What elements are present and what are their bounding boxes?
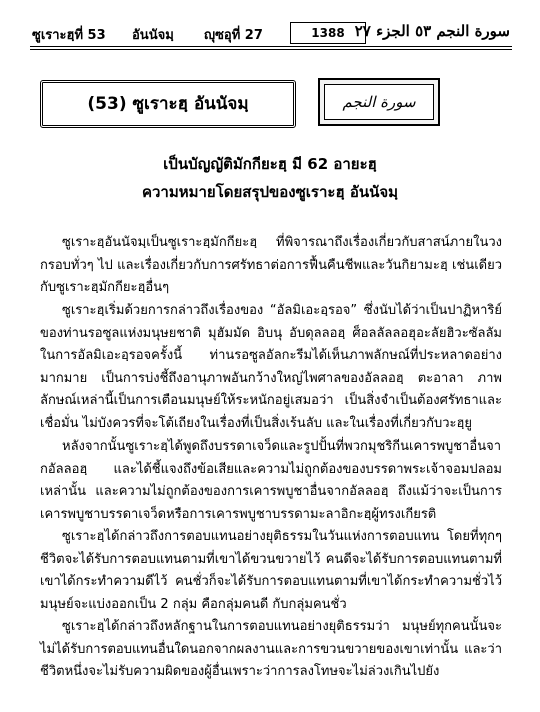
juz-label: ญุซอุที่ 27: [204, 28, 263, 43]
paragraph-2: ซูเราะฮฺเริ่มด้วยการกล่าวถึงเรื่องของ “อัลมิเอะอฺรอจ” ซึ่งนับได้ว่าเป็นปาฏิหาริย์ของท่านรอซูลแห่งมนุษยชาติ มุฮัมมัด อิบนุ อับดุลลอฮฺ ศ็อลลัลลอฮุอะลัยฮิวะซัลลัม ในการอัลมิเอะอฺรอจครั้งนี้ ท่านรอซูลอัลกะรีมได้เห็นภาพลักษณ์ที่ประหลาดอย่างมากมาย เป็นการบ่งชี้ถึงอานุภาพอันกว้างใหญ่ไพศาลของอัลลอฮฺ ตะอาลา ภาพลักษณ์เหล่านี้เป็นการเตือนมนุษย์ให้ระหนักอยู่เสมอว่า เป็นสิ่งจำเป็นต้องศรัทธาและเชื่อมั่น ไม่บังควรที่จะโต้เถียงในเรื่องที่เป็นสิ่งเร้นลับ และในเรื่องที่เกี่ยวกับวะฮฺยู: [40, 303, 502, 431]
intro-line-1: เป็นบัญญัติมักกียะฮฺ มี 62 อายะฮฺ: [163, 155, 377, 173]
header-rule: [30, 46, 512, 47]
intro-line-2: ความหมายโดยสรุปของซูเราะฮฺ อันนัจมฺ: [141, 183, 399, 201]
surah-number-label: ซูเราะฮฺที่ 53: [32, 28, 106, 43]
page-number: 1388: [290, 22, 366, 44]
header-rule-thin: [30, 49, 512, 50]
paragraph-1: ซูเราะฮฺอันนัจมฺเป็นซูเราะฮฺมักกียะฮฺ ที่พิจารณาถึงเรื่องเกี่ยวกับสาสน์ภายในวงกรอบทั่วๆ ไป และเรื่องเกี่ยวกับการศรัทธาต่อการฟื้นคืนชีพและวันกิยามะฮฺ เช่นเดียวกับซูเราะฮฺมักกียะฮฺอื่นๆ: [40, 235, 502, 295]
arabic-heading: سورة النجم ٥٣ الجزء ٢٧: [354, 22, 510, 40]
surah-title: (53) ซูเราะฮฺ อันนัจมฺ: [40, 80, 296, 128]
page-header: [32, 22, 510, 44]
paragraph-3: หลังจากนั้นซูเราะฮฺได้พูดถึงบรรดาเจว็ดและรูปปั้นที่พวกมุชริกีนเคารพบูชาอื่นจากอัลลอฮฺ และได้ชี้แจงถึงข้อเสียและความไม่ถูกต้องของบรรดาพระเจ้าจอมปลอมเหล่านั้น และความไม่ถูกต้องของการเคารพบูชาอื่นจากอัลลอฮฺ ถึงแม้ว่าจะเป็นการเคารพบูชาบรรดาเจว็ดหรือการเคารพบูชาบรรดามะลาอิกะฮฺผู้ทรงเกียรติ: [40, 439, 502, 522]
paragraph-4: ซูเราะฮฺได้กล่าวถึงการตอบแทนอย่างยุติธรรมในวันแห่งการตอบแทน โดยที่ทุกๆ ชีวิตจะได้รับการตอบแทนตามที่เขาได้ขวนขวายไว้ คนดีจะได้รับการตอบแทนตามที่เขาได้กระทำความดีไว้ คนชั่วก็จะได้รับการตอบแทนตามที่เขาได้กระทำความชั่วไว้ มนุษย์จะแบ่งออกเป็น 2 กลุ่ม คือกลุ่มคนดี กับกลุ่มคนชั่ว: [40, 529, 502, 612]
cartouche-arabic: سورة النجم: [324, 84, 434, 120]
paragraph-5: ซูเราะฮฺได้กล่าวถึงหลักฐานในการตอบแทนอย่างยุติธรรมว่า มนุษย์ทุกคนนั้นจะไม่ได้รับการตอบแทนอื่นใดนอกจากผลงานและการขวนขวายของเขาเท่านั้น และว่าชีวิตหนึ่งจะไม่รับความผิดของผู้อื่นเพราะว่าการลงโทษจะไม่ล่วงเกินไปยัง: [40, 619, 502, 679]
surah-cartouche: [318, 78, 440, 126]
surah-name-label: อันนัจมฺ: [132, 28, 174, 43]
